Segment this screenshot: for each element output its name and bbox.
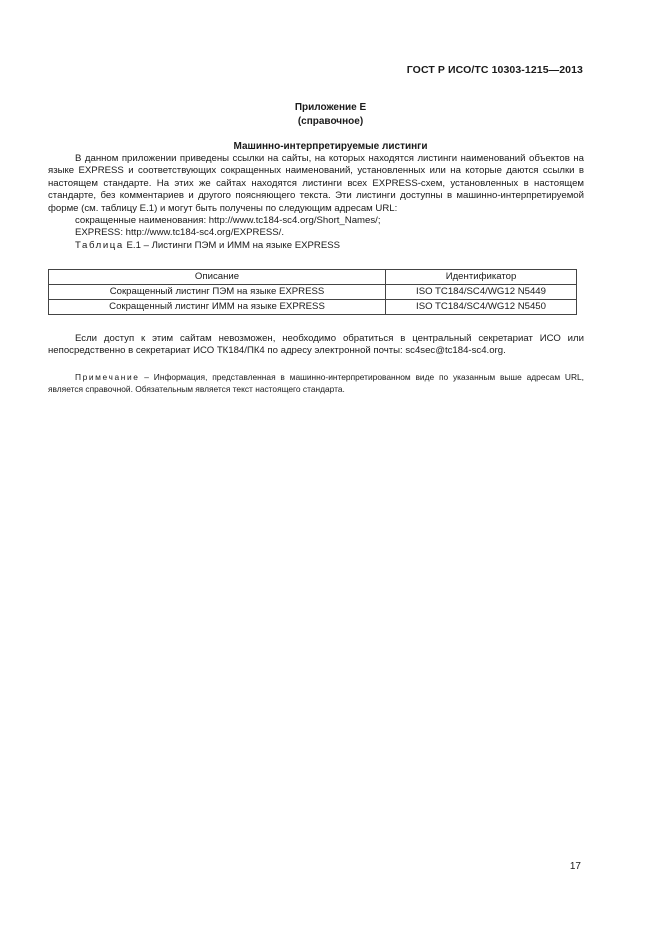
section-title: Машинно-интерпретируемые листинги — [233, 141, 428, 152]
url-express: EXPRESS: http://www.tc184-sc4.org/EXPRESS/. — [75, 227, 285, 239]
contact-paragraph: Если доступ к этим сайтам невозможен, необходимо обратиться в центральный секретариат ИСО или непосредственно в секретариат ИСО ТК184/ПК4 по адресу электронной почты: sc4sec@tc184-sc4.org. — [48, 333, 584, 357]
table-cell-description: Сокращенный листинг ИММ на языке EXPRESS — [49, 300, 386, 315]
table-caption — [48, 240, 584, 252]
note-text: – Информация, представленная в машинно-интерпретированном виде по указанным выше адресам URL, является справочной. Обязательным является текст настоящего стандарта. — [48, 372, 584, 395]
note — [48, 371, 584, 396]
after-table-block — [48, 333, 584, 358]
table-cell-description: Сокращенный листинг ПЭМ на языке EXPRESS — [49, 285, 386, 300]
note-label: Примечание — [75, 372, 140, 382]
main-text-block — [48, 153, 584, 252]
appendix-subtitle: (справочное) — [297, 116, 364, 127]
table-caption-label: Таблица — [75, 239, 124, 251]
table-caption-text: Е.1 – Листинги ПЭМ и ИММ на языке EXPRESS — [126, 239, 341, 251]
document-header: ГОСТ Р ИСО/ТС 10303-1215—2013 — [406, 64, 583, 76]
column-header-description: Описание — [49, 270, 386, 285]
intro-paragraph: В данном приложении приведены ссылки на сайты, на которых находятся листинги наименований объектов на языке EXPRESS и соответствующих сокращенных наименований, установленных или на которые даются ссылки в настоящем стандарте. На этих же сайтах находятся листинги всех EXPRESS-схем, установленных в настоящем стандарте, без комментариев и другого поясняющего текста. Эти листинги доступны в машинно-интерпретируемой форме (см. таблицу Е.1) и могут быть получены по следующим адресам URL: — [48, 153, 584, 214]
column-header-identifier: Идентификатор — [386, 270, 577, 285]
table-cell-identifier: ISO TC184/SC4/WG12 N5450 — [386, 300, 577, 315]
table-header-row — [49, 270, 577, 285]
table-row — [49, 300, 577, 315]
appendix-title: Приложение Е — [294, 102, 367, 113]
table-cell-identifier: ISO TC184/SC4/WG12 N5449 — [386, 285, 577, 300]
page-number: 17 — [569, 861, 581, 872]
listings-table — [48, 269, 577, 315]
url-short-names: сокращенные наименования: http://www.tc184-sc4.org/Short_Names/; — [75, 215, 381, 227]
table-row — [49, 285, 577, 300]
